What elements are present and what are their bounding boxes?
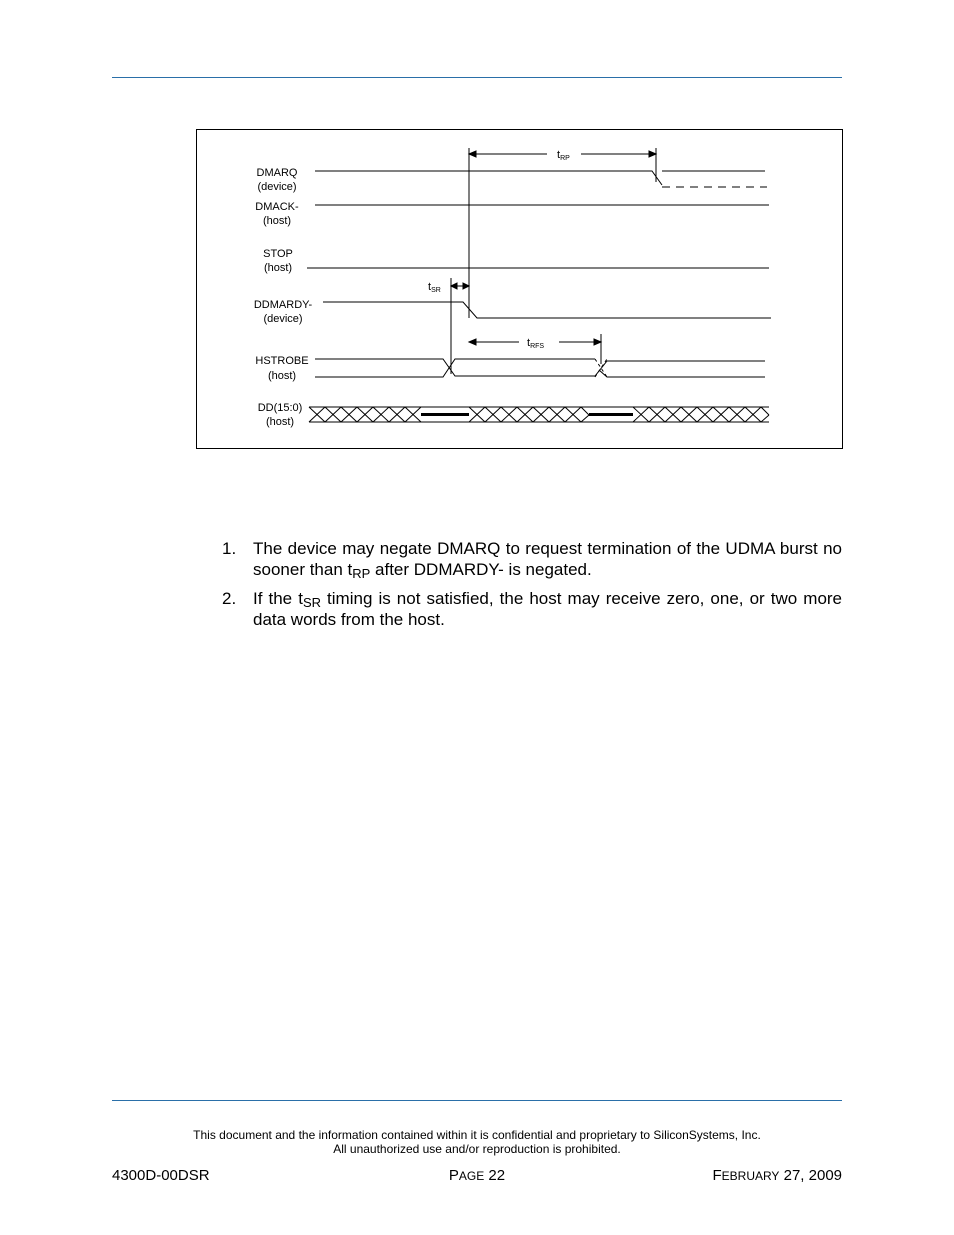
timing-label-tsr: tSR xyxy=(428,281,441,294)
dd-bus xyxy=(309,407,769,422)
document-number: 4300D-00DSR xyxy=(112,1167,210,1184)
page-word-cap: P xyxy=(448,1167,459,1184)
dmarq-waveform xyxy=(315,171,662,185)
confidentiality-line-1: This document and the information contained within it is confidential and proprietary to SiliconSystems, Inc. xyxy=(193,1128,761,1142)
hstrobe-waveform-low xyxy=(315,359,765,377)
signal-sub-hstrobe: (host) xyxy=(267,370,297,382)
signal-sub-dmarq: (device) xyxy=(257,181,297,193)
page-word-rest: AGE xyxy=(458,1169,485,1183)
signal-label-hstrobe: HSTROBE xyxy=(255,355,309,367)
signal-label-dmack: DMACK- xyxy=(255,201,299,213)
note-text-pre: If the t xyxy=(253,589,303,608)
confidentiality-notice xyxy=(112,1128,842,1156)
signal-sub-dd: (host) xyxy=(265,416,295,428)
month-rest: EBRUARY xyxy=(721,1169,780,1183)
timing-label-trfs: tRFS xyxy=(527,337,545,350)
header-rule xyxy=(112,77,842,78)
timing-diagram-svg xyxy=(197,130,844,450)
page-number: 22 xyxy=(488,1167,506,1184)
note-number: 1. xyxy=(222,539,237,558)
hstrobe-waveform-high xyxy=(315,359,765,376)
note-item xyxy=(222,588,842,630)
signal-sub-dmack: (host) xyxy=(262,215,292,227)
confidentiality-line-2: All unauthorized use and/or reproduction is prohibited. xyxy=(333,1142,621,1156)
ddmardy-waveform xyxy=(323,302,771,318)
signal-sub-ddmardy: (device) xyxy=(263,313,303,325)
signal-label-dd: DD(15:0) xyxy=(257,402,303,414)
signal-label-dmarq: DMARQ xyxy=(256,167,298,179)
note-subscript: RP xyxy=(352,566,371,581)
timing-label-trp: tRP xyxy=(557,149,570,162)
signal-label-ddmardy: DDMARDY- xyxy=(253,299,313,311)
note-text-pre: The device may negate DMARQ to request termination of the UDMA burst no sooner than t xyxy=(253,539,842,579)
month-cap: F xyxy=(712,1167,722,1184)
notes-list xyxy=(222,538,842,638)
footer-rule xyxy=(112,1100,842,1101)
signal-sub-stop: (host) xyxy=(263,262,293,274)
note-subscript: SR xyxy=(302,595,321,610)
signal-label-stop: STOP xyxy=(263,248,293,260)
note-text-post: after DDMARDY- is negated. xyxy=(370,560,592,579)
document-date xyxy=(712,1167,842,1184)
note-text-post: timing is not satisfied, the host may receive zero, one, or two more data words from the host. xyxy=(253,589,843,629)
note-item xyxy=(222,538,842,580)
date-value: 27, 2009 xyxy=(783,1167,842,1184)
timing-diagram xyxy=(196,129,843,449)
note-number: 2. xyxy=(222,589,237,608)
